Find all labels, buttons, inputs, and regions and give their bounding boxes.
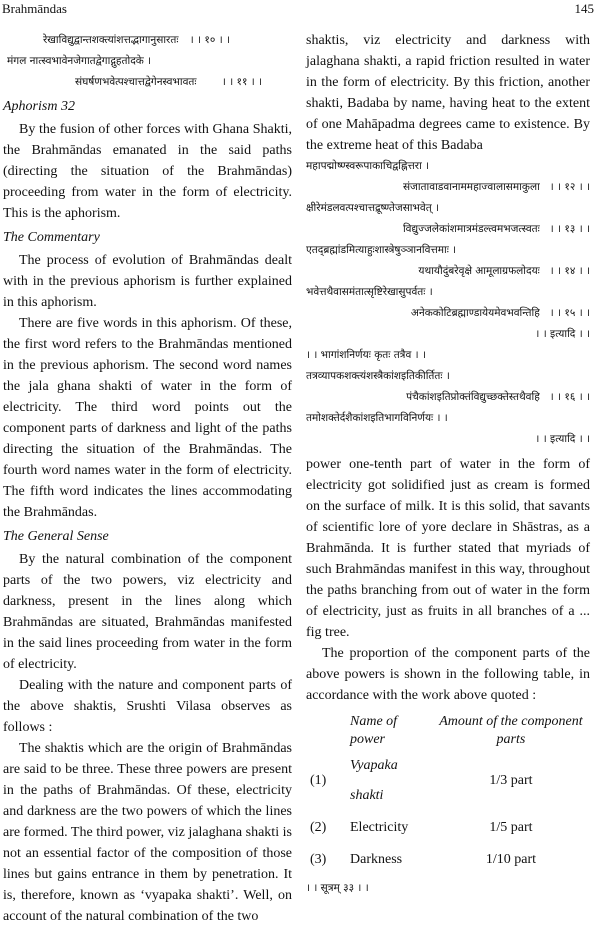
verse-line	[306, 156, 590, 177]
row-number: (1)	[310, 773, 327, 788]
aphorism-heading: Aphorism 32	[3, 99, 75, 114]
verse-text: यथायौदुंबरेवृक्षे आमूलाग्रफलोदयः	[418, 265, 540, 277]
verse-line	[306, 198, 590, 219]
commentary-paragraph: The process of evolution of Brahmāndas dealt with in the previous aphorism is further explained in this aphorism.	[3, 253, 292, 310]
verse-line	[306, 366, 590, 387]
verse-line: संघर्षणभवेत्पश्चात्तद्वेगेनस्वभावतः । । ११ । ।	[75, 76, 263, 88]
verse-text: अनेककोटिब्रह्माण्डायेयमेवभवन्तिहि	[410, 307, 540, 319]
verse-line: रेखाविद्युद्वान्तशक्त्यांशत्तद्भागानुसारतः । । १० । ।	[43, 34, 230, 46]
verse-line	[306, 387, 590, 408]
proportion-paragraph: The proportion of the component parts of the above powers is shown in the following table, in accordance with the work above quoted :	[306, 646, 590, 703]
general-sense-paragraph: Dealing with the nature and component parts of the above shaktis, Srushti Vilasa observes as follows :	[3, 678, 292, 735]
power-name: Electricity	[350, 820, 409, 835]
verse-number: । । १५ । ।	[549, 307, 590, 319]
verse-number: । । १२ । ।	[549, 181, 590, 193]
proportion-table	[306, 712, 590, 876]
left-column	[3, 30, 292, 927]
verse-line	[306, 303, 590, 324]
table-row	[306, 750, 590, 812]
verse-text: महापद्मोष्ण्स्वरूपाकाचिद्वह्नित्तरा ।	[306, 160, 430, 172]
verse-text: भवेत्तथैवासमंतात्सृष्टिरेखासुपर्वतः ।	[306, 286, 433, 298]
power-name: Vyapaka shakti	[350, 758, 398, 803]
verse-number: । । १६ । ।	[549, 391, 590, 403]
continued-paragraph: shaktis, viz electricity and darkness with jalaghana shakti, a rapid friction resulted in water in the form of electricity. By this friction, another shakti, Badaba by name, having heat to the extent of one Mahāpadma degrees came to existence. By the extreme heat of this Badaba	[306, 33, 590, 153]
verse-number: । । १४ । ।	[549, 265, 590, 277]
verse-line	[306, 429, 590, 450]
general-sense-paragraph: The shaktis which are the origin of Brahmāndas are said to be three. These three powers are present in the paths of Brahmāndas. Of these, electricity and darkness are the two powers of which the lines are formed. The third power, viz jalaghana shakti is not an essential factor of the composition of those lines but gains entrance in them by penetration. It is, therefore, known as ‘vyapaka shakti’. Well, on account of the natural combination of the two	[3, 741, 292, 924]
right-column	[306, 30, 590, 899]
verse-text: संजातावाडवानाममहाज्वालासमाकुला	[402, 181, 540, 193]
row-number: (3)	[310, 852, 327, 867]
verse-text: । । इत्यादि । ।	[535, 433, 590, 445]
aphorism-paragraph: By the fusion of other forces with Ghana Shakti, the Brahmāndas emanated in the said paths (directing the situation of the Brahmāndas) proceeding from water in the form of electricity. This is the aphorism.	[3, 122, 292, 221]
verse-line	[306, 240, 590, 261]
verse-text: तमोशक्तेर्दशैकांशइतिभागविनिर्णयः । ।	[306, 412, 448, 424]
verse-line	[306, 177, 590, 198]
general-sense-heading: The General Sense	[3, 529, 109, 544]
table-row	[306, 844, 590, 876]
power-amount: 1/5 part	[489, 820, 533, 835]
column-header-name: Name of power	[350, 714, 398, 747]
verse-line	[306, 261, 590, 282]
sanskrit-verse-block	[306, 156, 590, 450]
verse-text: तत्रव्यापकशक्त्यंशस्त्रैकांशइतिकीर्तितः ।	[306, 370, 450, 382]
page-number: 145	[574, 1, 594, 16]
verse-line	[306, 345, 590, 366]
power-amount: 1/10 part	[485, 852, 537, 867]
power-name: Darkness	[350, 852, 403, 867]
column-header-amount: Amount of the component parts	[439, 714, 583, 747]
power-amount: 1/3 part	[489, 773, 533, 788]
verse-text: एतद्ब्रह्मांडमित्याहुःशास्त्रेषुञ्ञानवित्तमाः ।	[306, 244, 457, 256]
table-row	[306, 812, 590, 844]
verse-line	[306, 282, 590, 303]
commentary-heading: The Commentary	[3, 230, 100, 245]
running-title: Brahmāndas	[2, 1, 67, 16]
verse-text: विद्युज्जलेकांशमात्रमंडल्त्वमभजत्स्वतः	[402, 223, 540, 235]
row-number: (2)	[310, 820, 327, 835]
verse-text: क्षीरेमंडलवत्पश्चात्तद्रूष्ण्तेजसाभवेत् ।	[306, 202, 440, 214]
power-paragraph: power one-tenth part of water in the form of electricity got solidified just as cream is formed on the surface of milk. It is this solid, that savants of scientific lore of yore declare in Shāstras, as a Brahmānda. It is further stated that myriads of such Brahmāndas manifest in this way, throughout the paths branching from out of water in the form of electricity, just as fruits in all branches of a ... fig tree.	[306, 457, 590, 640]
running-header	[0, 1, 600, 19]
verse-line: मंगल नात्स्वभावेनजेगातद्वेगाद्गुहतोदके ।	[7, 55, 152, 67]
verse-line	[306, 408, 590, 429]
verse-text: । । भागांशनिर्णयः कृतः तत्रैव । ।	[306, 349, 426, 361]
sutra-footer: । । सूत्रम् ३३ । ।	[306, 882, 369, 894]
verse-text: । । इत्यादि । ।	[535, 328, 590, 340]
verse-text: पंचैकांशइतिप्रोक्तंविद्युच्छक्तेस्तथैवहि	[406, 391, 540, 403]
verse-line	[306, 219, 590, 240]
verse-number: । । १३ । ।	[549, 223, 590, 235]
general-sense-paragraph: By the natural combination of the component parts of the two powers, viz electricity and darkness, present in the lines along which Brahmāndas are situated, Brahmāndas manifested in the said lines proceeding from water in the form of electricity.	[3, 552, 292, 672]
verse-line	[306, 324, 590, 345]
table-header-row	[306, 712, 590, 750]
commentary-paragraph: There are five words in this aphorism. Of these, the first word refers to the Brahmāndas mentioned in the previous aphorism. The second word names the jala ghana shakti of water in the form of electricity. The third word points out the component parts of darkness and light of the paths directing the situation of the Brahmāndas. The fourth word names water in the form of electricity. The fifth word indicates the lines accommodating the Brahmāndas.	[3, 316, 292, 520]
